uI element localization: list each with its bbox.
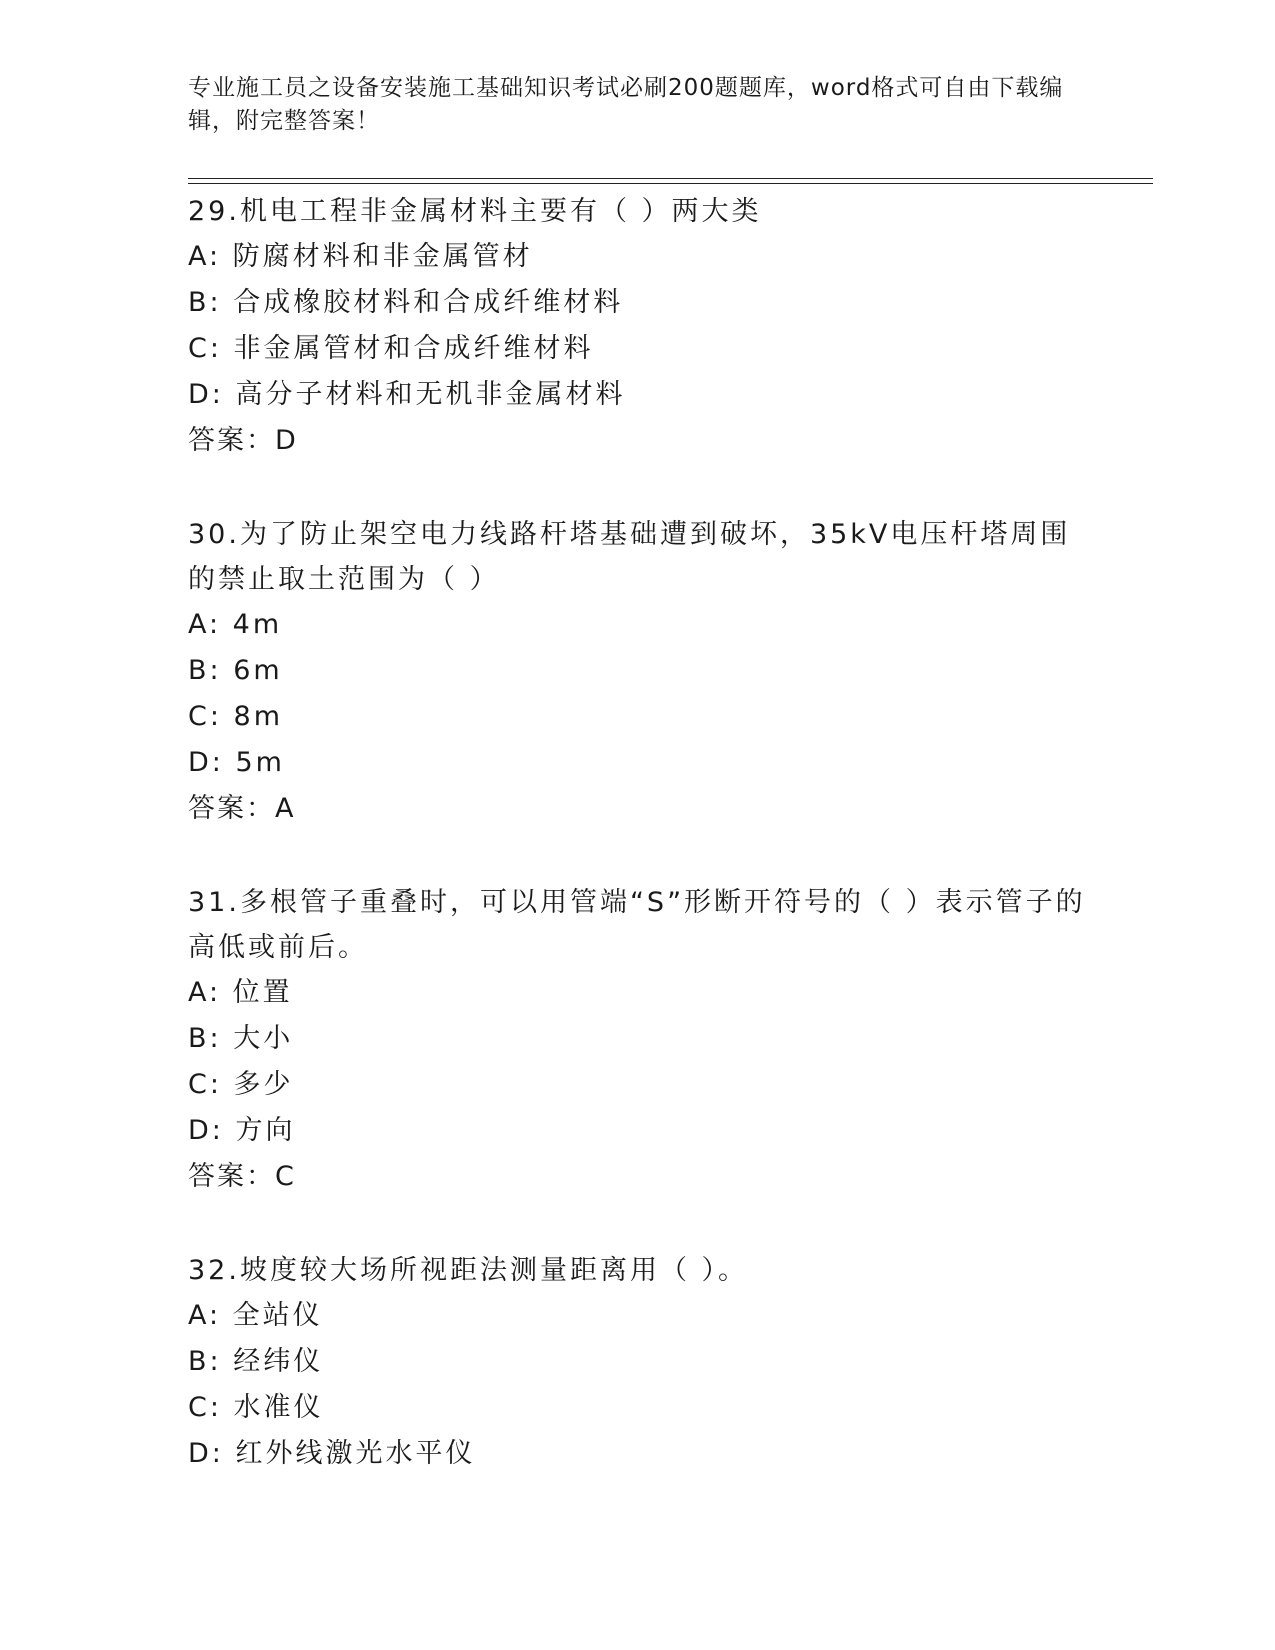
answer: 答案：C [188,1161,296,1192]
header-divider-bottom [188,183,1153,184]
option-c: C: 多少 [188,1069,294,1100]
answer: 答案：D [188,425,298,456]
option-d: D: 红外线激光水平仪 [188,1438,476,1469]
option-b: B: 大小 [188,1023,294,1054]
question-stem: 32.坡度较大场所视距法测量距离用（ ）。 [188,1255,749,1286]
option-b: B: 6m [188,655,283,686]
option-b: B: 合成橡胶材料和合成纤维材料 [188,287,624,318]
option-d: D: 5m [188,747,285,778]
option-b: B: 经纬仪 [188,1346,324,1377]
header-divider-top [188,178,1153,179]
option-a: A: 防腐材料和非金属管材 [188,241,533,272]
question-31 [188,880,1088,1200]
question-stem: 29.机电工程非金属材料主要有（ ）两大类 [188,196,762,227]
answer: 答案：A [188,793,296,824]
question-stem: 30.为了防止架空电力线路杆塔基础遭到破坏，35kV电压杆塔周围的禁止取土范围为（ ） [188,519,1071,595]
question-29 [188,189,1088,464]
option-a: A: 全站仪 [188,1300,323,1331]
option-c: C: 水准仪 [188,1392,324,1423]
option-a: A: 4m [188,609,283,640]
option-c: C: 非金属管材和合成纤维材料 [188,333,594,364]
option-d: D: 高分子材料和无机非金属材料 [188,379,626,410]
question-30 [188,512,1088,832]
option-c: C: 8m [188,701,284,732]
question-list [188,189,1088,1525]
question-32 [188,1248,1088,1477]
option-d: D: 方向 [188,1115,296,1146]
option-a: A: 位置 [188,977,293,1008]
question-stem: 31.多根管子重叠时，可以用管端“S”形断开符号的（ ）表示管子的高低或前后。 [188,887,1086,963]
document-header: 专业施工员之设备安装施工基础知识考试必刷200题题库，word格式可自由下载编辑，附完整答案！ [188,75,1064,134]
